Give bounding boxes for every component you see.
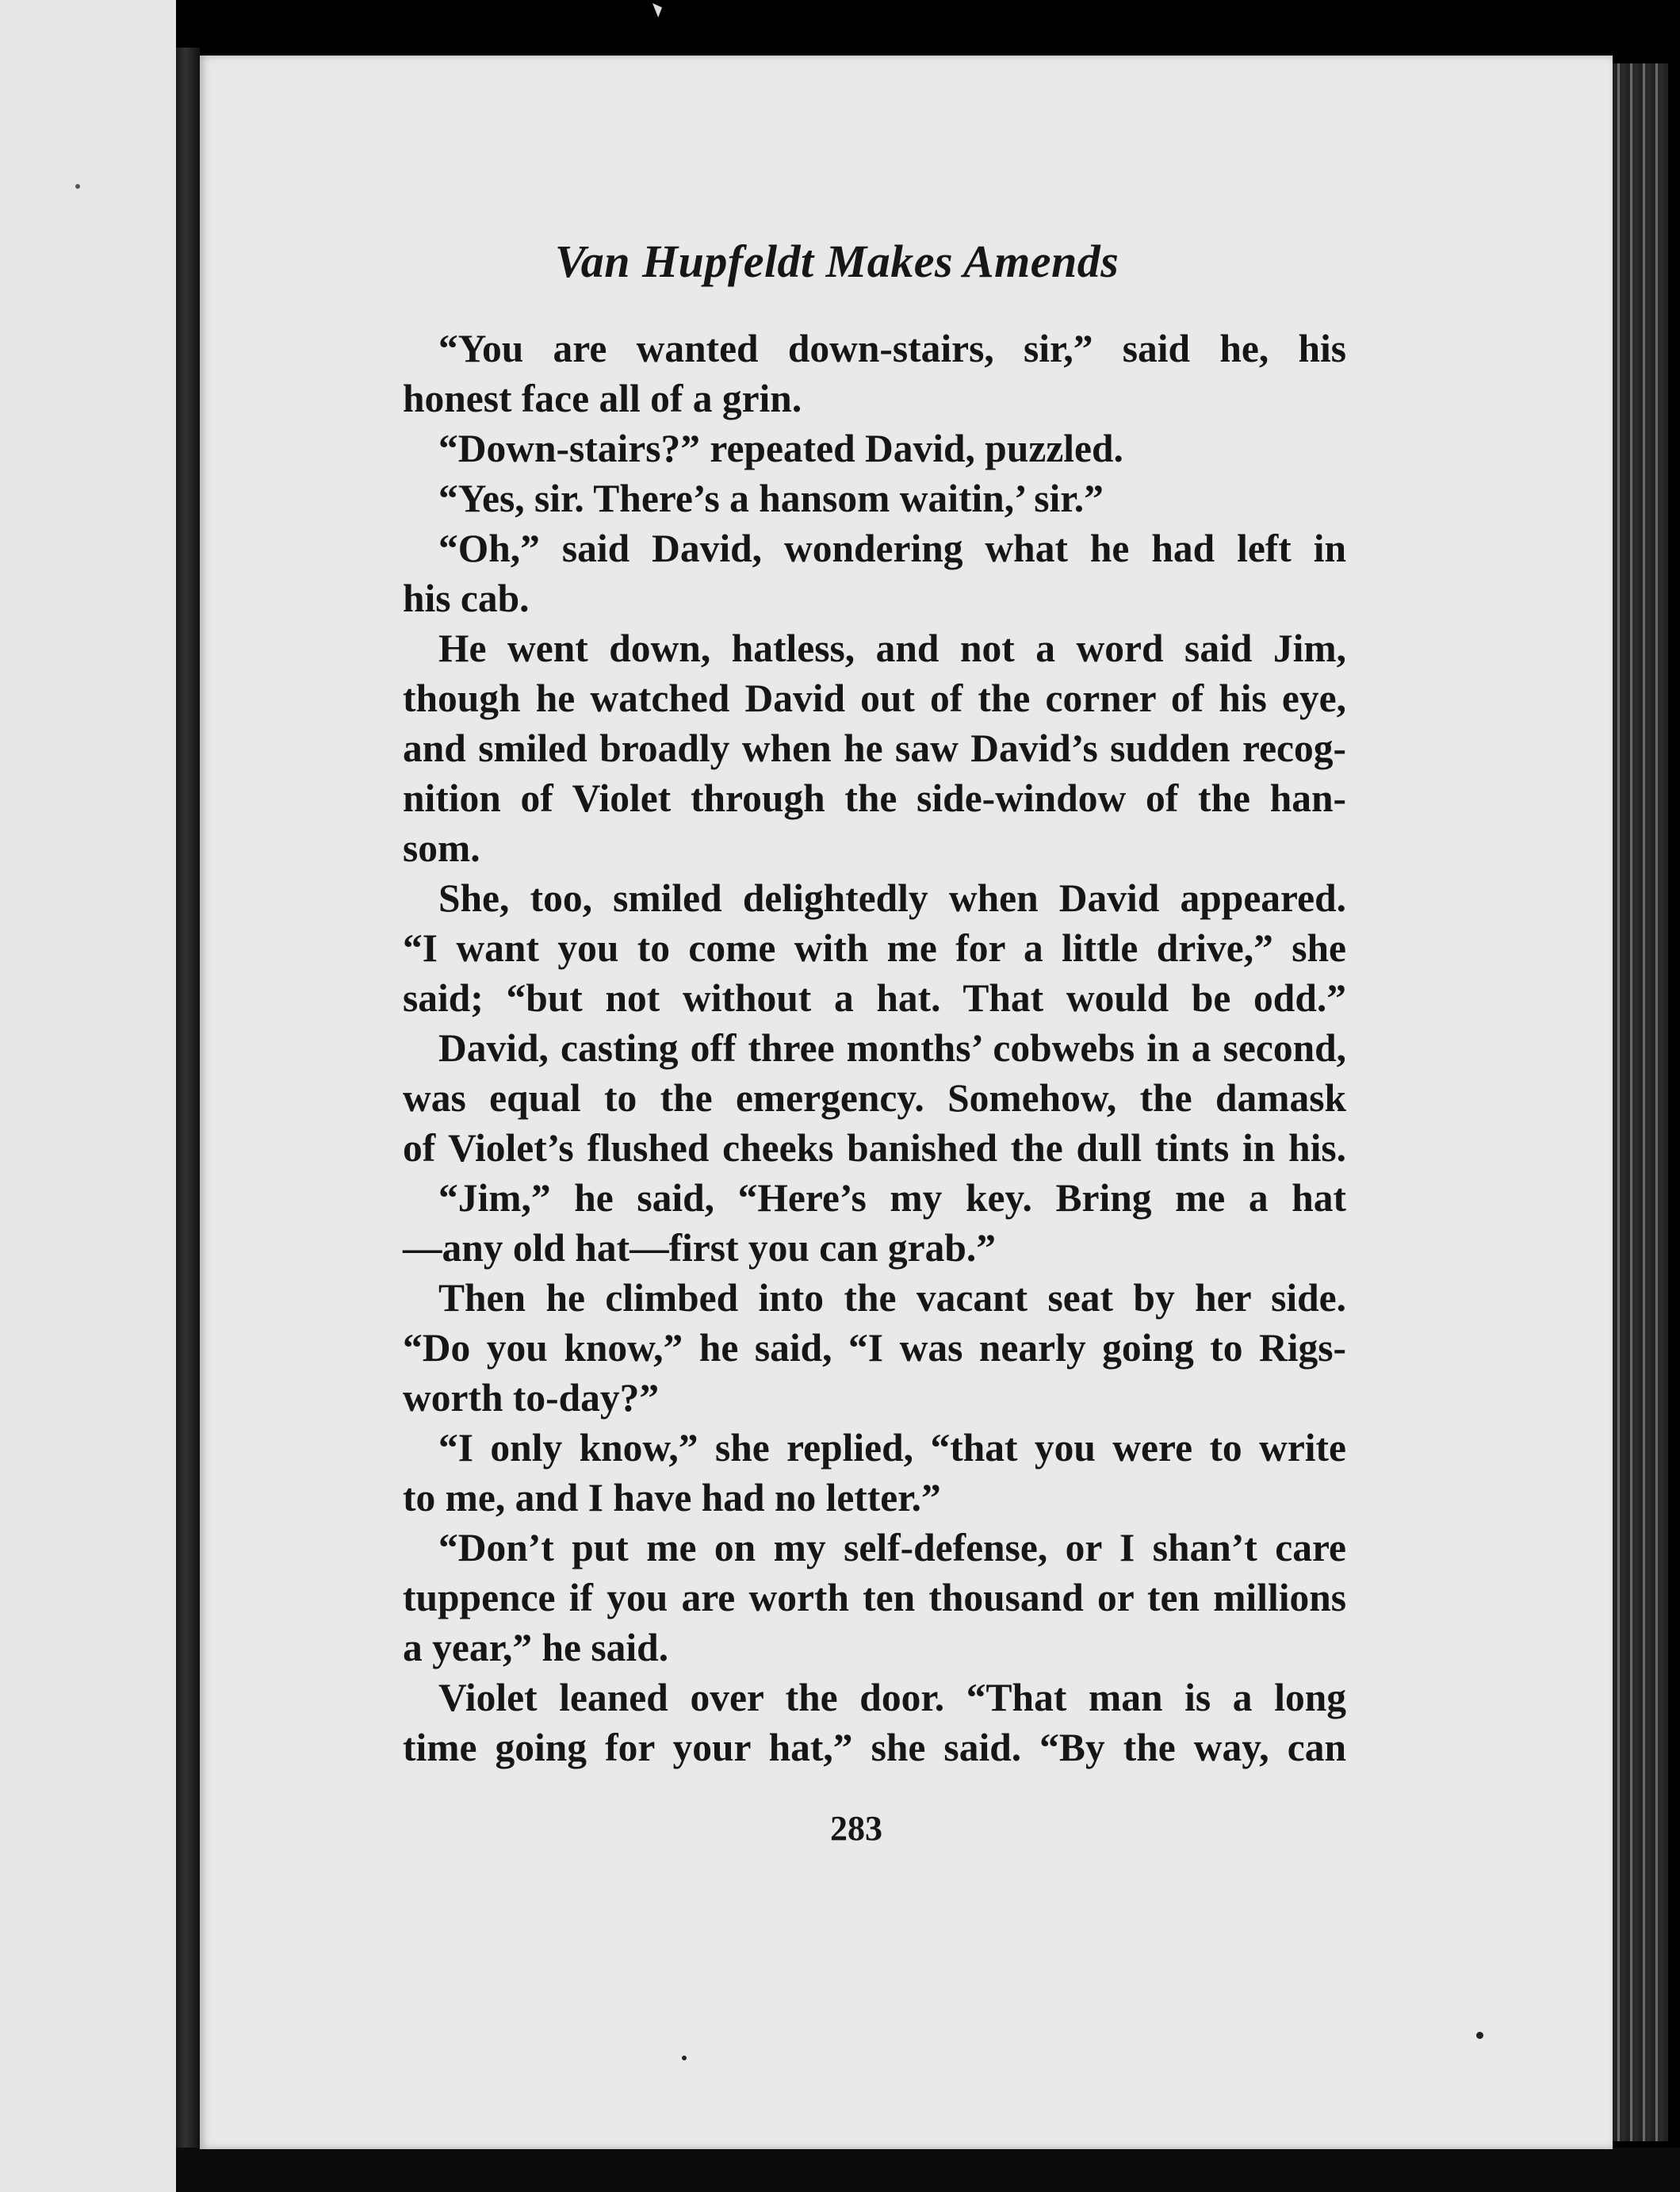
paper-speck — [1476, 2032, 1483, 2039]
text-line: time going for your hat,” she said. “By the way, can — [403, 1726, 1346, 1769]
paper-speck — [682, 2056, 687, 2060]
text-line: tuppence if you are worth ten thousand or ten millions — [403, 1576, 1346, 1619]
book-gutter — [176, 48, 200, 2181]
text-line: honest face all of a grin. — [403, 377, 802, 420]
text-line: “Jim,” he said, “Here’s my key. Bring me a hat — [438, 1176, 1346, 1220]
text-line: worth to-day?” — [403, 1376, 660, 1420]
text-line: “Oh,” said David, wondering what he had left in — [438, 527, 1346, 570]
text-line: She, too, smiled delightedly when David appeared. — [438, 876, 1346, 920]
facing-page-edge — [0, 0, 176, 2192]
text-line: “Down-stairs?” repeated David, puzzled. — [438, 427, 1123, 470]
text-line: —any old hat—first you can grab.” — [403, 1226, 997, 1270]
text-line: his cab. — [403, 577, 530, 620]
text-line: to me, and I have had no letter.” — [403, 1476, 941, 1519]
page-body-text — [403, 324, 1346, 1772]
text-line: though he watched David out of the corner of his eye, — [403, 676, 1346, 720]
text-line: “I only know,” she replied, “that you were to write — [438, 1426, 1346, 1470]
text-line: Then he climbed into the vacant seat by her side. — [438, 1276, 1346, 1320]
scan-mark — [652, 3, 662, 17]
text-line: “I want you to come with me for a little drive,” she — [403, 926, 1346, 970]
text-line: was equal to the emergency. Somehow, the damask — [403, 1076, 1346, 1120]
scan-bottom-border — [176, 2148, 1680, 2192]
paper-speck — [75, 184, 80, 189]
text-line: said; “but not without a hat. That would be odd.” — [403, 976, 1346, 1020]
text-line: He went down, hatless, and not a word said Jim, — [438, 627, 1346, 670]
text-line: David, casting off three months’ cobwebs in a second, — [438, 1026, 1346, 1070]
page-fore-edges — [1613, 63, 1668, 2141]
text-line: “Yes, sir. There’s a hansom waitin,’ sir.” — [438, 477, 1104, 520]
text-line: of Violet’s flushed cheeks banished the dull tints in his. — [403, 1126, 1346, 1170]
page-number: 283 — [830, 1809, 882, 1848]
running-head: Van Hupfeldt Makes Amends — [555, 236, 1119, 287]
text-line: “You are wanted down-stairs, sir,” said he, his — [438, 327, 1346, 370]
text-line: and smiled broadly when he saw David’s sudden recog- — [403, 726, 1346, 770]
text-line: “Do you know,” he said, “I was nearly going to Rigs- — [403, 1326, 1346, 1370]
text-line: Violet leaned over the door. “That man is a long — [438, 1676, 1346, 1719]
text-line: som. — [403, 826, 480, 870]
text-line: nition of Violet through the side-window of the han- — [403, 776, 1346, 820]
text-line: a year,” he said. — [403, 1626, 669, 1669]
text-line: “Don’t put me on my self-defense, or I shan’t care — [438, 1526, 1346, 1569]
